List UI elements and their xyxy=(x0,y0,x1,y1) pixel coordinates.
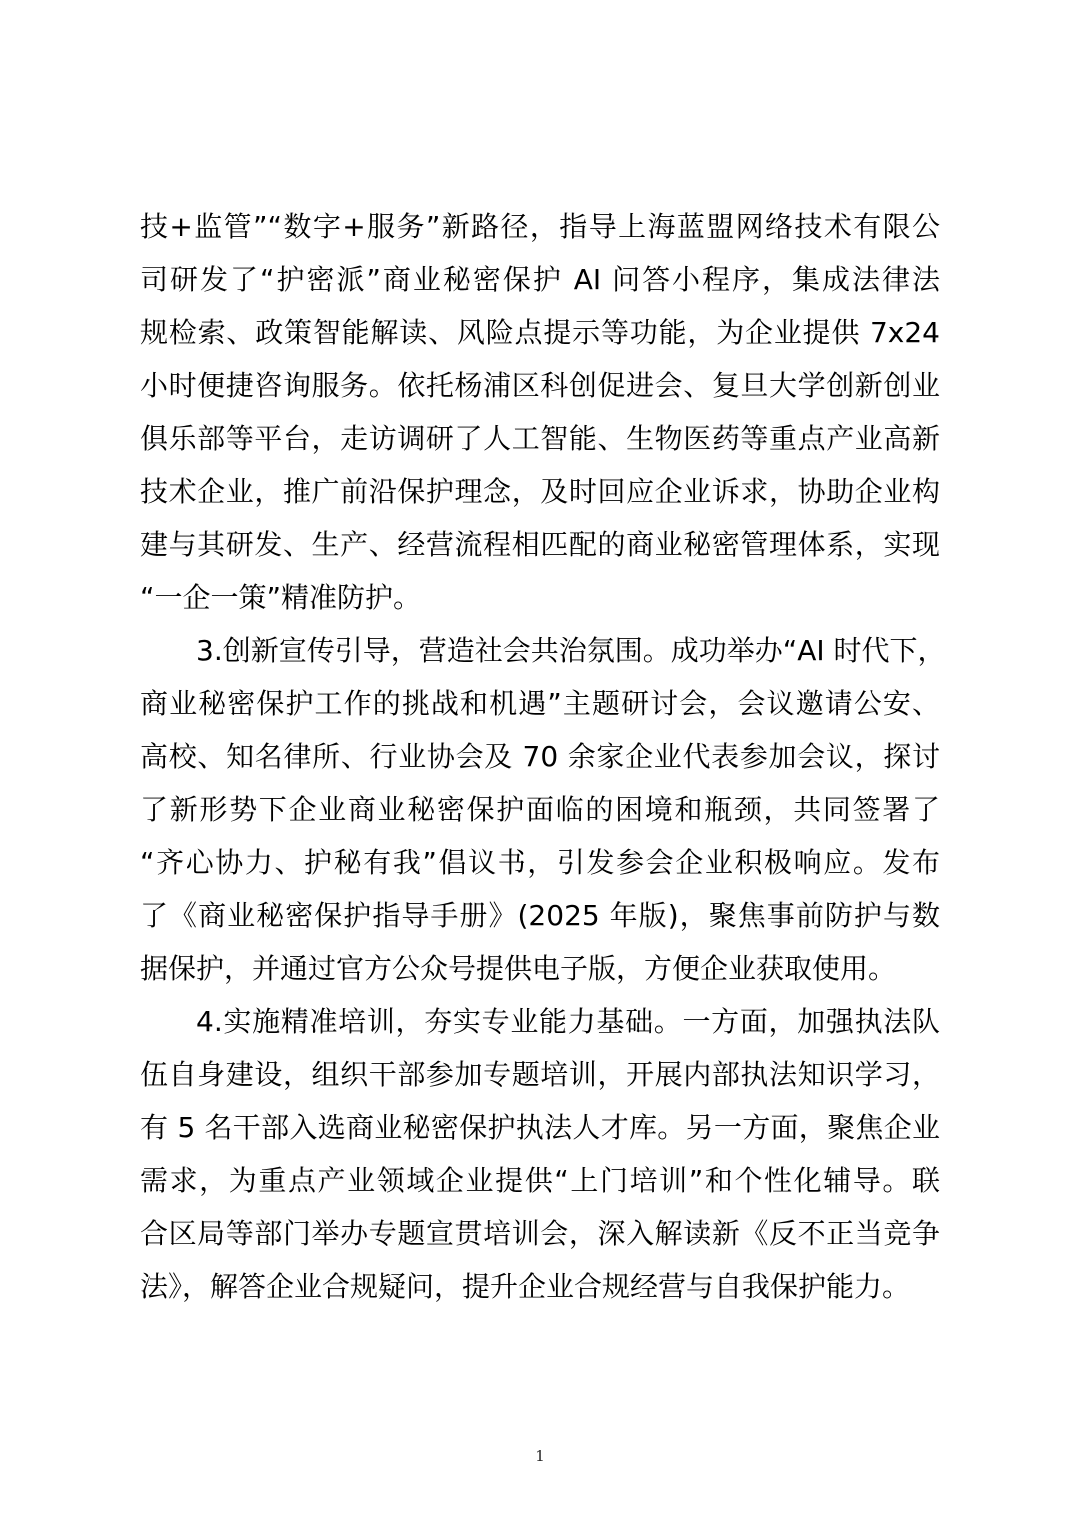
paragraph-2-line-2: 商业秘密保护工作的挑战和机遇”主题研讨会，会议邀请公安、 xyxy=(140,687,940,720)
paragraph-1-line-7: 建与其研发、生产、经营流程相匹配的商业秘密管理体系，实现 xyxy=(140,528,940,561)
paragraph-1-line-5: 俱乐部等平台，走访调研了人工智能、生物医药等重点产业高新 xyxy=(140,422,940,455)
paragraph-2-line-6: 了《商业秘密保护指导手册》(2025 年版)，聚焦事前防护与数 xyxy=(140,899,940,932)
paragraph-2-line-1: 3.创新宣传引导，营造社会共治氛围。成功举办“AI 时代下， xyxy=(196,634,946,667)
paragraph-1-line-1: 技+监管”“数字+服务”新路径，指导上海蓝盟网络技术有限公 xyxy=(140,210,940,243)
paragraph-3-line-1: 4.实施精准培训，夯实专业能力基础。一方面，加强执法队 xyxy=(196,1005,940,1038)
paragraph-2-line-3: 高校、知名律所、行业协会及 70 余家企业代表参加会议，探讨 xyxy=(140,740,940,773)
paragraph-1-line-4: 小时便捷咨询服务。依托杨浦区科创促进会、复旦大学创新创业 xyxy=(140,369,940,402)
paragraph-2-line-4: 了新形势下企业商业秘密保护面临的困境和瓶颈，共同签署了 xyxy=(140,793,940,826)
paragraph-3-line-2: 伍自身建设，组织干部参加专题培训，开展内部执法知识学习， xyxy=(140,1058,940,1091)
paragraph-1-line-3: 规检索、政策智能解读、风险点提示等功能，为企业提供 7x24 xyxy=(140,316,940,349)
paragraph-3-line-6: 法》，解答企业合规疑问，提升企业合规经营与自我保护能力。 xyxy=(140,1270,911,1303)
paragraph-2-line-5: “齐心协力、护秘有我”倡议书，引发参会企业积极响应。发布 xyxy=(140,846,940,879)
body-text xyxy=(140,200,946,1313)
paragraph-3-line-4: 需求，为重点产业领域企业提供“上门培训”和个性化辅导。联 xyxy=(140,1164,940,1197)
paragraph-3-line-5: 合区局等部门举办专题宣贯培训会，深入解读新《反不正当竞争 xyxy=(140,1217,940,1250)
paragraph-1-line-6: 技术企业，推广前沿保护理念，及时回应企业诉求，协助企业构 xyxy=(140,475,940,508)
paragraph-2-line-7: 据保护，并通过官方公众号提供电子版，方便企业获取使用。 xyxy=(140,952,897,985)
paragraph-1-line-8: “一企一策”精准防护。 xyxy=(140,581,422,614)
paragraph-3-line-3: 有 5 名干部入选商业秘密保护执法人才库。另一方面，聚焦企业 xyxy=(140,1111,940,1144)
paragraph-1-line-2: 司研发了“护密派”商业秘密保护 AI 问答小程序，集成法律法 xyxy=(140,263,940,296)
page-number: 1 xyxy=(535,1447,545,1465)
